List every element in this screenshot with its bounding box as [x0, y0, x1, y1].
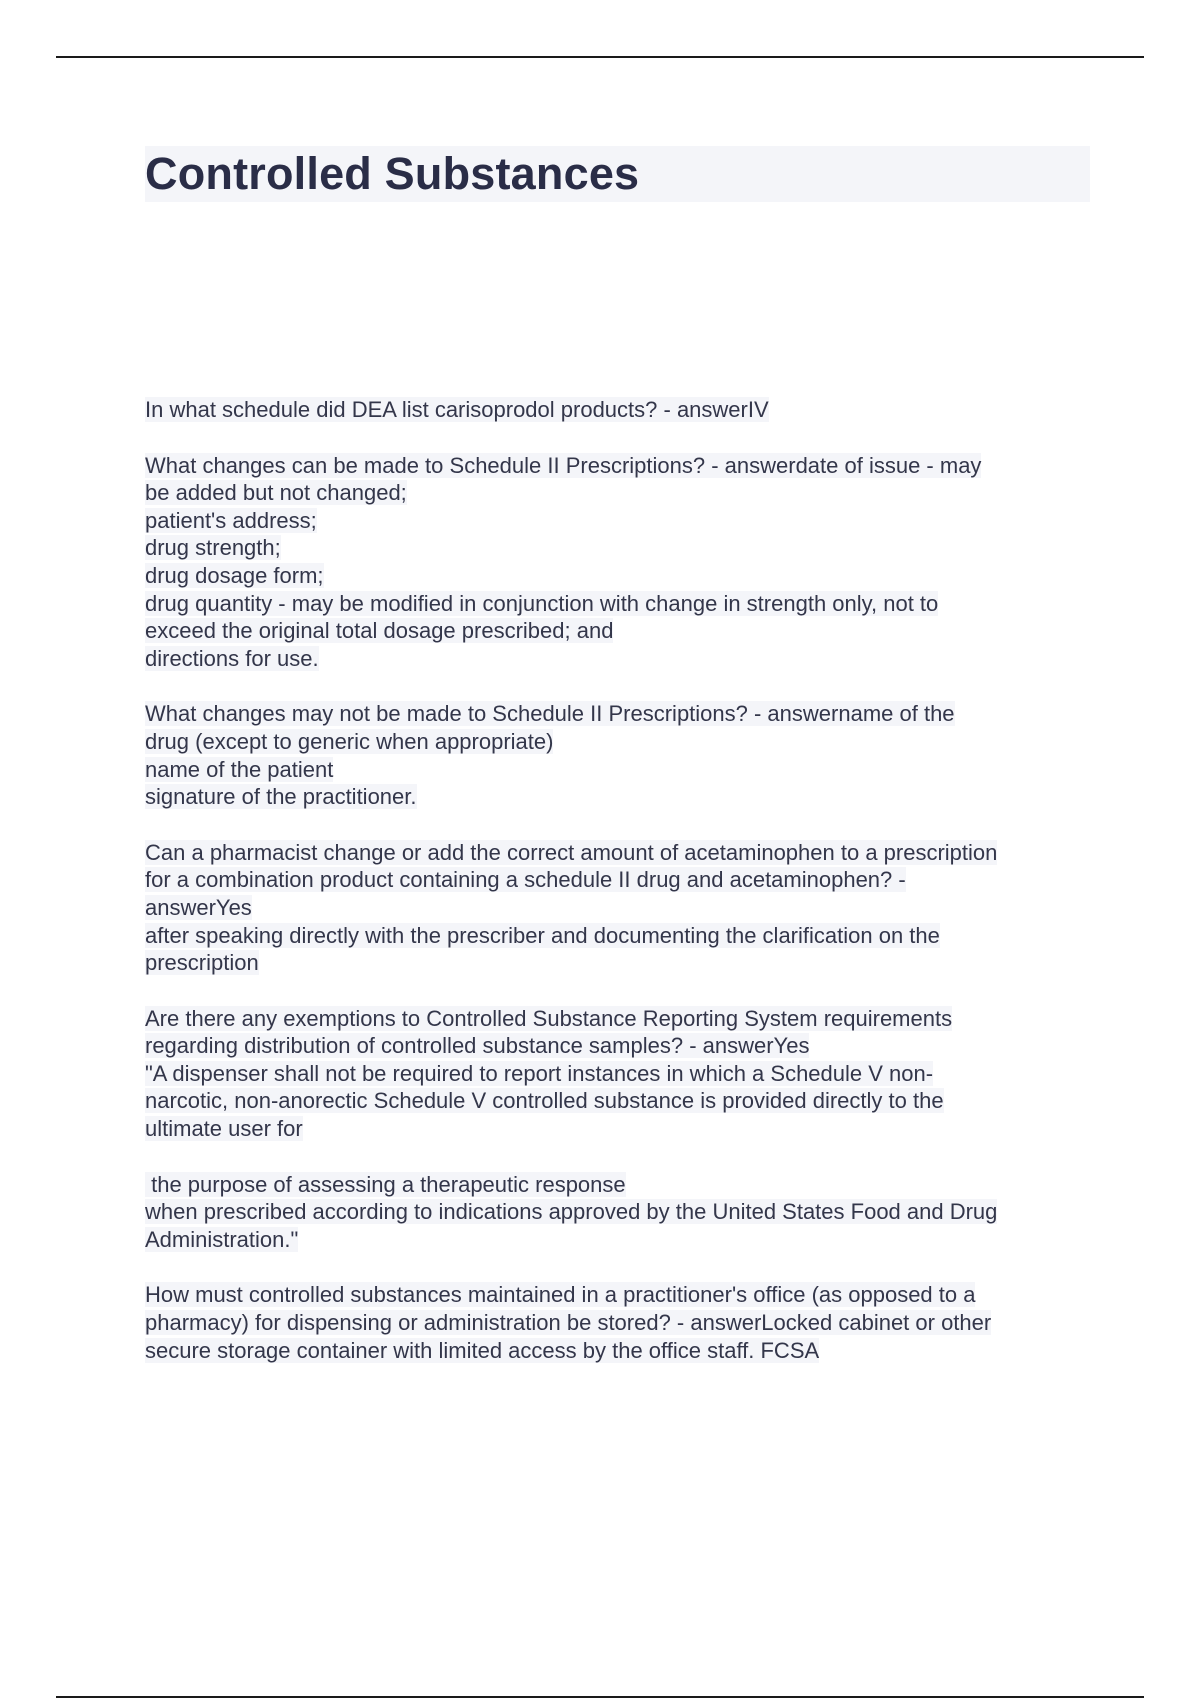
qa-block — [145, 1171, 1090, 1254]
qa-block — [145, 1281, 1090, 1364]
document-title: Controlled Substances — [145, 148, 640, 199]
bottom-divider — [56, 1696, 1144, 1698]
text-line: prescription — [145, 950, 259, 976]
text-line: be added but not changed; — [145, 480, 407, 506]
text-line: Administration." — [145, 1226, 299, 1252]
text-line: for a combination product containing a schedule II drug and acetaminophen? - — [145, 867, 906, 893]
text-line: drug strength; — [145, 535, 281, 561]
qa-block — [145, 452, 1090, 673]
text-line: Can a pharmacist change or add the correct amount of acetaminophen to a prescription — [145, 839, 998, 865]
text-line: exceed the original total dosage prescribed; and — [145, 618, 614, 644]
text-line: What changes can be made to Schedule II Prescriptions? - answerdate of issue - may — [145, 452, 982, 478]
text-line: when prescribed according to indications approved by the United States Food and Drug — [145, 1199, 998, 1225]
text-line: How must controlled substances maintained in a practitioner's office (as opposed to a — [145, 1282, 976, 1308]
text-line: answerYes — [145, 894, 252, 920]
text-line: pharmacy) for dispensing or administration be stored? - answerLocked cabinet or other — [145, 1310, 992, 1336]
text-line: after speaking directly with the prescriber and documenting the clarification on the — [145, 922, 940, 948]
text-line: In what schedule did DEA list carisoprodol products? - answerIV — [145, 397, 769, 422]
text-line: What changes may not be made to Schedule II Prescriptions? - answername of the — [145, 701, 955, 727]
text-line: secure storage container with limited access by the office staff. FCSA — [145, 1337, 820, 1363]
qa-content — [145, 396, 1090, 1392]
text-line: directions for use. — [145, 645, 319, 671]
text-line: name of the patient — [145, 756, 334, 782]
text-line: ultimate user for — [145, 1116, 303, 1142]
text-line: drug dosage form; — [145, 562, 324, 588]
qa-block — [145, 396, 1090, 424]
text-line: regarding distribution of controlled substance samples? - answerYes — [145, 1033, 810, 1059]
qa-block — [145, 1005, 1090, 1143]
text-line: "A dispenser shall not be required to report instances in which a Schedule V non- — [145, 1060, 934, 1086]
top-divider — [56, 56, 1144, 58]
text-line: drug (except to generic when appropriate) — [145, 728, 554, 754]
text-line: drug quantity - may be modified in conjunction with change in strength only, not to — [145, 590, 939, 616]
text-line: signature of the practitioner. — [145, 784, 417, 810]
text-line: narcotic, non-anorectic Schedule V controlled substance is provided directly to the — [145, 1088, 944, 1114]
qa-block — [145, 700, 1090, 810]
text-line: patient's address; — [145, 507, 317, 533]
text-line: the purpose of assessing a therapeutic response — [145, 1171, 626, 1197]
text-line: Are there any exemptions to Controlled Substance Reporting System requirements — [145, 1005, 953, 1031]
qa-block — [145, 839, 1090, 977]
